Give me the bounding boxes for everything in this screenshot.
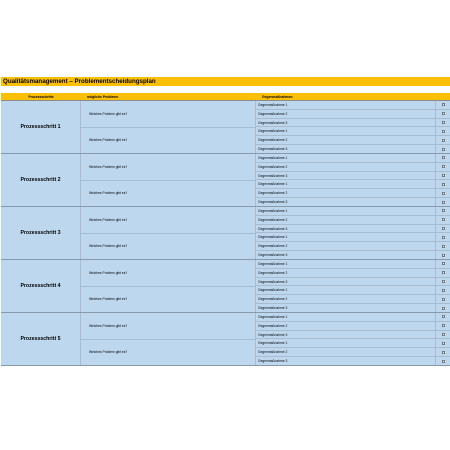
measure-cell[interactable]: Gegenmaßnahme 3 (256, 251, 436, 259)
done-checkbox[interactable] (442, 183, 445, 186)
measure-cell[interactable]: Gegenmaßnahme 3 (256, 357, 436, 365)
measure-cell[interactable]: Gegenmaßnahme 1 (256, 313, 436, 321)
measure-row (256, 154, 450, 162)
measure-cell[interactable]: Gegenmaßnahme 1 (256, 127, 436, 135)
check-cell (436, 313, 450, 321)
measure-cell[interactable]: Gegenmaßnahme 3 (256, 198, 436, 206)
measure-row (256, 135, 450, 144)
done-checkbox[interactable] (442, 333, 445, 336)
header-step: Prozessschritte (28, 95, 54, 99)
process-step-section (1, 260, 450, 313)
measure-row (256, 126, 450, 135)
process-step-section (1, 101, 450, 154)
check-cell (436, 154, 450, 162)
header-check (436, 93, 450, 100)
done-checkbox[interactable] (442, 342, 445, 345)
measure-row (256, 260, 450, 268)
measure-row (256, 356, 450, 365)
problem-cell[interactable]: Welches Problem gibt es? (81, 127, 255, 154)
measure-cell[interactable]: Gegenmaßnahme 2 (256, 163, 436, 171)
check-cell (436, 357, 450, 365)
check-cell (436, 198, 450, 206)
measure-row (256, 277, 450, 286)
measures-column (256, 154, 450, 206)
check-cell (436, 189, 450, 197)
problem-cell[interactable]: Welches Problem gibt es? (81, 286, 255, 313)
problems-column (81, 313, 256, 365)
done-checkbox[interactable] (442, 165, 445, 168)
check-cell (436, 322, 450, 330)
process-step-section (1, 207, 450, 260)
problem-cell[interactable]: Welches Problem gibt es? (81, 339, 255, 366)
done-checkbox[interactable] (442, 236, 445, 239)
header-problems: mögliche Probleme (87, 95, 119, 99)
check-cell (436, 286, 450, 294)
page-title: Qualitätsmanagement – Problementscheidungsplan (1, 77, 450, 86)
measure-row (256, 241, 450, 250)
process-step-section (1, 154, 450, 207)
check-cell (436, 119, 450, 127)
done-checkbox[interactable] (442, 245, 445, 248)
problems-column (81, 154, 256, 206)
done-checkbox[interactable] (442, 254, 445, 257)
measure-row (256, 313, 450, 321)
check-cell (436, 278, 450, 286)
done-checkbox[interactable] (442, 139, 445, 142)
check-cell (436, 331, 450, 339)
measure-cell[interactable]: Gegenmaßnahme 3 (256, 119, 436, 127)
problems-column (81, 260, 256, 312)
measure-cell[interactable]: Gegenmaßnahme 1 (256, 260, 436, 268)
measure-row (256, 268, 450, 277)
done-checkbox[interactable] (442, 298, 445, 301)
measure-row (256, 285, 450, 294)
table-body (1, 101, 450, 366)
measure-row (256, 118, 450, 127)
measure-cell[interactable]: Gegenmaßnahme 2 (256, 242, 436, 250)
measure-cell[interactable]: Gegenmaßnahme 1 (256, 207, 436, 215)
measure-cell[interactable]: Gegenmaßnahme 3 (256, 225, 436, 233)
check-cell (436, 163, 450, 171)
done-checkbox[interactable] (442, 192, 445, 195)
check-cell (436, 242, 450, 250)
measure-cell[interactable]: Gegenmaßnahme 3 (256, 304, 436, 312)
check-cell (436, 127, 450, 135)
check-cell (436, 304, 450, 312)
problem-cell[interactable]: Welches Problem gibt es? (89, 217, 128, 222)
check-cell (436, 207, 450, 215)
measure-cell[interactable]: Gegenmaßnahme 1 (256, 180, 436, 188)
done-checkbox[interactable] (442, 271, 445, 274)
measure-row (256, 321, 450, 330)
check-cell (436, 101, 450, 109)
measure-cell[interactable]: Gegenmaßnahme 3 (256, 172, 436, 180)
measure-row (256, 207, 450, 215)
header-measures: Gegenmaßnahmen (262, 95, 293, 99)
measure-cell[interactable]: Gegenmaßnahme 1 (256, 339, 436, 347)
problem-cell[interactable]: Welches Problem gibt es? (81, 233, 255, 260)
spreadsheet (1, 77, 450, 366)
problems-column (81, 101, 256, 153)
check-cell (436, 145, 450, 153)
measures-column (256, 101, 450, 153)
measure-cell[interactable]: Gegenmaßnahme 1 (256, 101, 436, 109)
measure-row (256, 162, 450, 171)
measure-row (256, 303, 450, 312)
measure-row (256, 347, 450, 356)
done-checkbox[interactable] (442, 351, 445, 354)
done-checkbox[interactable] (442, 227, 445, 230)
done-checkbox[interactable] (442, 280, 445, 283)
measure-cell[interactable]: Gegenmaßnahme 2 (256, 216, 436, 224)
measure-cell[interactable]: Gegenmaßnahme 3 (256, 145, 436, 153)
check-cell (436, 348, 450, 356)
measure-row (256, 338, 450, 347)
measure-row (256, 294, 450, 303)
measures-column (256, 260, 450, 312)
done-checkbox[interactable] (442, 174, 445, 177)
measure-row (256, 232, 450, 241)
check-cell (436, 216, 450, 224)
done-checkbox[interactable] (442, 218, 445, 221)
measures-column (256, 313, 450, 365)
check-cell (436, 172, 450, 180)
measure-cell[interactable]: Gegenmaßnahme 1 (256, 233, 436, 241)
problem-cell[interactable]: Welches Problem gibt es? (89, 111, 128, 116)
problem-cell[interactable]: Welches Problem gibt es? (81, 180, 255, 207)
done-checkbox[interactable] (442, 148, 445, 151)
measure-cell[interactable]: Gegenmaßnahme 2 (256, 110, 436, 118)
measure-row (256, 250, 450, 259)
check-cell (436, 269, 450, 277)
measure-row (256, 171, 450, 180)
done-checkbox[interactable] (442, 360, 445, 363)
measure-cell[interactable]: Gegenmaßnahme 2 (256, 269, 436, 277)
done-checkbox[interactable] (442, 156, 445, 159)
measure-cell[interactable]: Gegenmaßnahme 2 (256, 348, 436, 356)
process-step-label[interactable]: Prozessschritt 3 (1, 207, 81, 259)
done-checkbox[interactable] (442, 262, 445, 265)
done-checkbox[interactable] (442, 324, 445, 327)
process-step-label[interactable]: Prozessschritt 2 (1, 154, 81, 206)
measure-cell[interactable]: Gegenmaßnahme 3 (256, 331, 436, 339)
measures-column (256, 207, 450, 259)
check-cell (436, 136, 450, 144)
check-cell (436, 180, 450, 188)
problem-cell[interactable]: Welches Problem gibt es? (89, 164, 128, 169)
measure-cell[interactable]: Gegenmaßnahme 2 (256, 322, 436, 330)
check-cell (436, 110, 450, 118)
process-step-section (1, 313, 450, 366)
check-cell (436, 260, 450, 268)
measure-row (256, 109, 450, 118)
measure-cell[interactable]: Gegenmaßnahme 2 (256, 136, 436, 144)
measure-row (256, 101, 450, 109)
measure-cell[interactable]: Gegenmaßnahme 3 (256, 278, 436, 286)
done-checkbox[interactable] (442, 315, 445, 318)
measure-cell[interactable]: Gegenmaßnahme 2 (256, 295, 436, 303)
measure-cell[interactable]: Gegenmaßnahme 2 (256, 189, 436, 197)
measure-row (256, 197, 450, 206)
measure-row (256, 179, 450, 188)
spacer-row (1, 86, 450, 93)
done-checkbox[interactable] (442, 130, 445, 133)
process-step-label[interactable]: Prozessschritt 1 (1, 101, 81, 153)
check-cell (436, 251, 450, 259)
problem-cell[interactable]: Welches Problem gibt es? (89, 270, 128, 275)
process-step-label[interactable]: Prozessschritt 4 (1, 260, 81, 312)
measure-row (256, 144, 450, 153)
done-checkbox[interactable] (442, 209, 445, 212)
done-checkbox[interactable] (442, 112, 445, 115)
done-checkbox[interactable] (442, 289, 445, 292)
done-checkbox[interactable] (442, 201, 445, 204)
problem-cell[interactable]: Welches Problem gibt es? (89, 323, 128, 328)
measure-row (256, 224, 450, 233)
check-cell (436, 233, 450, 241)
table-header (1, 93, 450, 101)
measure-row (256, 188, 450, 197)
done-checkbox[interactable] (442, 307, 445, 310)
measure-cell[interactable]: Gegenmaßnahme 1 (256, 154, 436, 162)
process-step-label[interactable]: Prozessschritt 5 (1, 313, 81, 365)
done-checkbox[interactable] (442, 103, 445, 106)
measure-row (256, 330, 450, 339)
problems-column (81, 207, 256, 259)
done-checkbox[interactable] (442, 121, 445, 124)
check-cell (436, 225, 450, 233)
check-cell (436, 339, 450, 347)
measure-cell[interactable]: Gegenmaßnahme 1 (256, 286, 436, 294)
measure-row (256, 215, 450, 224)
check-cell (436, 295, 450, 303)
